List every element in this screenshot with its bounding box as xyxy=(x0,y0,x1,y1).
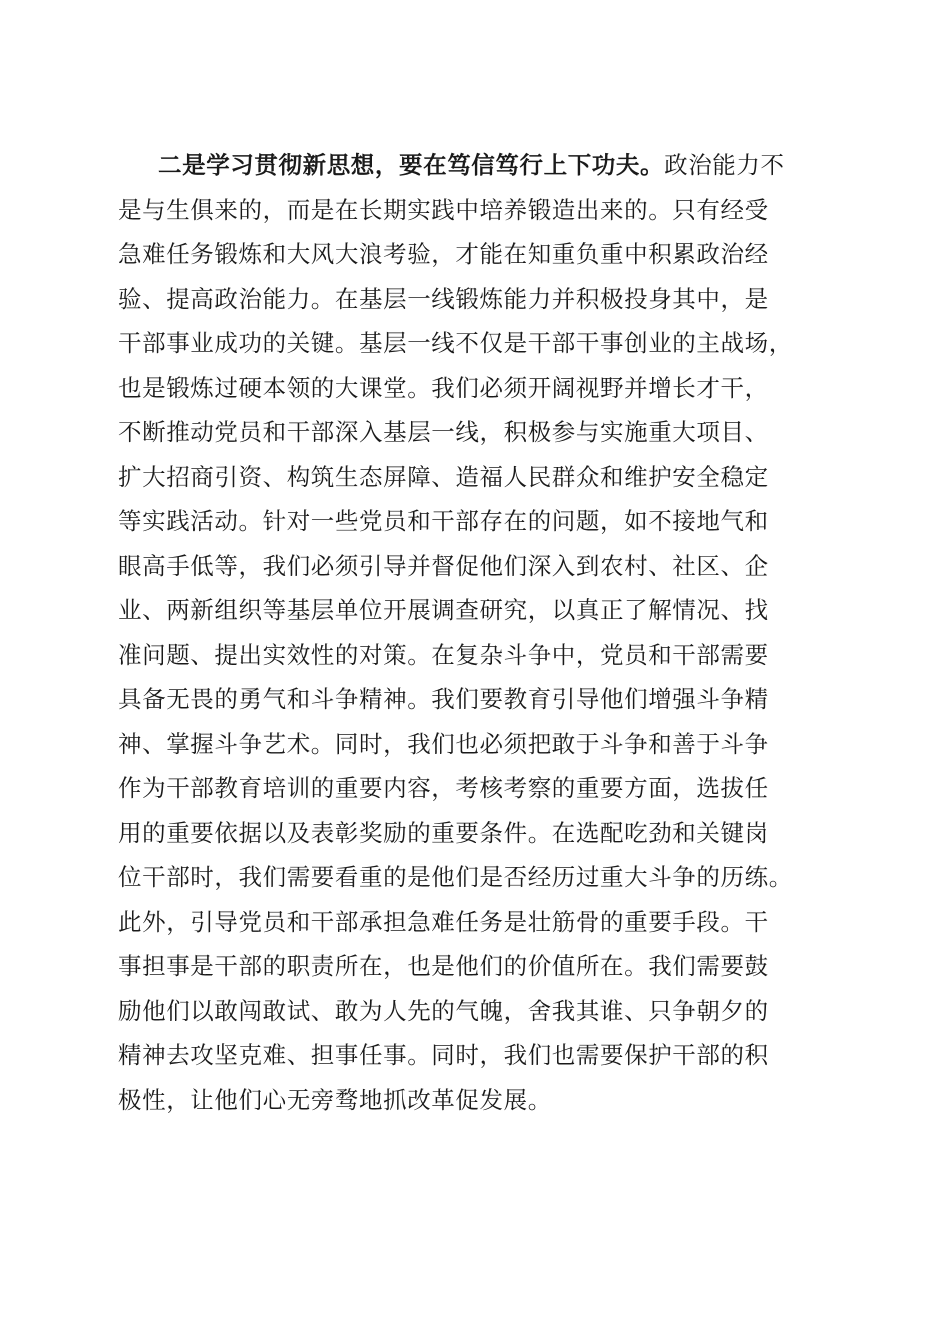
paragraph-line: 干部事业成功的关键。基层一线不仅是干部干事创业的主战场， xyxy=(118,329,793,357)
paragraph-line: 等实践活动。针对一些党员和干部存在的问题，如不接地气和 xyxy=(118,507,769,535)
paragraph-line: 极性，让他们心无旁骛地抓改革促发展。 xyxy=(118,1085,552,1114)
paragraph-line: 准问题、提出实效性的对策。在复杂斗争中，党员和干部需要 xyxy=(118,640,769,669)
paragraph-line: 励他们以敢闯敢试、敢为人先的气魄，舍我其谁、只争朝夕的 xyxy=(118,996,769,1025)
paragraph-line: 精神去攻坚克难、担事任事。同时，我们也需要保护干部的积 xyxy=(118,1041,769,1069)
paragraph-line: 位干部时，我们需要看重的是他们是否经历过重大斗争的历练。 xyxy=(118,863,793,891)
paragraph-line: 也是锻炼过硬本领的大课堂。我们必须开阔视野并增长才干， xyxy=(118,373,769,402)
paragraph-line: 扩大招商引资、构筑生态屏障、造福人民群众和维护安全稳定 xyxy=(118,462,769,491)
paragraph-line: 神、掌握斗争艺术。同时，我们也必须把敢于斗争和善于斗争 xyxy=(118,729,769,758)
paragraph-line: 眼高手低等，我们必须引导并督促他们深入到农村、社区、企 xyxy=(118,551,769,580)
paragraph-first-line xyxy=(118,143,838,188)
paragraph-line: 急难任务锻炼和大风大浪考验，才能在知重负重中积累政治经 xyxy=(118,240,769,268)
paragraph-line: 不断推动党员和干部深入基层一线，积极参与实施重大项目、 xyxy=(118,418,769,446)
paragraph-line: 此外，引导党员和干部承担急难任务是壮筋骨的重要手段。干 xyxy=(118,907,769,936)
paragraph-line: 验、提高政治能力。在基层一线锻炼能力并积极投身其中，是 xyxy=(118,284,769,313)
paragraph-line: 事担事是干部的职责所在，也是他们的价值所在。我们需要鼓 xyxy=(118,952,769,980)
paragraph-first-line-rest: 政治能力不 xyxy=(664,151,785,179)
body-paragraph xyxy=(118,143,838,1122)
paragraph-line: 用的重要依据以及表彰奖励的重要条件。在选配吃劲和关键岗 xyxy=(118,818,769,847)
paragraph-line: 是与生俱来的，而是在长期实践中培养锻造出来的。只有经受 xyxy=(118,195,769,224)
paragraph-lead-heading: 二是学习贯彻新思想，要在笃信笃行上下功夫。 xyxy=(158,151,665,179)
paragraph-line: 业、两新组织等基层单位开展调查研究，以真正了解情况、找 xyxy=(118,596,769,624)
paragraph-line: 具备无畏的勇气和斗争精神。我们要教育引导他们增强斗争精 xyxy=(118,685,769,713)
paragraph-line: 作为干部教育培训的重要内容，考核考察的重要方面，选拔任 xyxy=(118,774,769,802)
